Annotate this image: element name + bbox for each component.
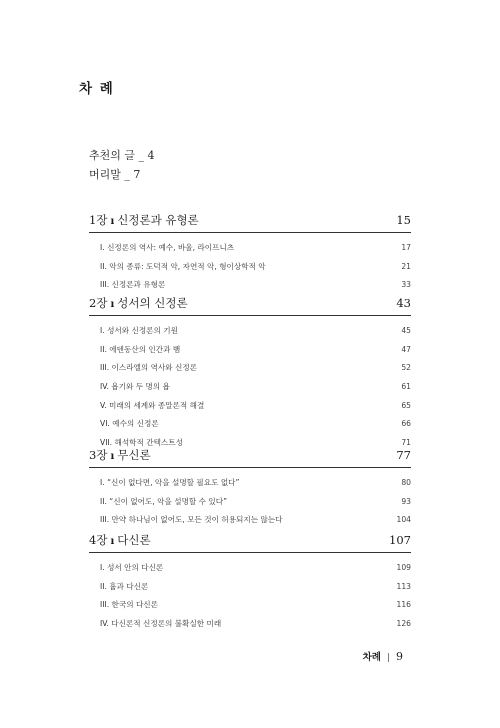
chapter-divider [89, 467, 411, 468]
section-item[interactable] [100, 359, 411, 378]
chapter-heading[interactable] [89, 447, 411, 465]
chapter-title: 다신론 [117, 533, 151, 547]
section-title: II. 에덴동산의 인간과 뱀 [100, 344, 181, 354]
section-item[interactable] [100, 239, 411, 258]
section-title: I. 신정론의 역사: 예수, 바울, 라이프니츠 [100, 243, 235, 252]
section-title: II. 흄과 다신론 [100, 581, 149, 591]
chapter-1 [89, 212, 411, 295]
section-item[interactable] [100, 378, 411, 397]
chapter-title-group [89, 447, 151, 463]
section-page: 113 [396, 581, 411, 591]
chapter-page: 107 [389, 533, 411, 547]
chapter-title: 무신론 [117, 448, 151, 462]
section-page: 52 [401, 363, 411, 373]
chapter-2 [89, 295, 411, 453]
section-item[interactable] [100, 511, 411, 530]
section-page: 47 [401, 344, 411, 354]
section-page: 116 [396, 600, 411, 610]
chapter-heading[interactable] [89, 212, 411, 230]
section-page: 71 [401, 438, 411, 448]
section-page: 65 [401, 400, 411, 410]
section-page: 33 [401, 280, 411, 290]
page-footer [363, 649, 403, 663]
chapter-title-group [89, 295, 188, 311]
section-title: II. “신이 없어도, 악을 설명할 수 있다” [100, 496, 228, 506]
section-title: I. 성서 안의 다신론 [100, 563, 164, 572]
section-page: 61 [401, 382, 411, 392]
section-title: III. 한국의 다신론 [100, 600, 158, 610]
section-page: 21 [401, 261, 411, 271]
section-item[interactable] [100, 596, 411, 615]
section-list [100, 239, 411, 295]
front-matter-preface[interactable]: 머리말 _ 7 [89, 168, 141, 181]
section-item[interactable] [100, 341, 411, 360]
chapter-number: 3장 [89, 448, 108, 462]
footer-separator: | [386, 653, 390, 663]
section-page: 126 [396, 619, 411, 629]
chapter-separator: ı [110, 536, 115, 547]
chapter-heading[interactable] [89, 532, 411, 550]
chapter-divider [89, 315, 411, 316]
chapter-page: 43 [396, 296, 411, 310]
section-item[interactable] [100, 493, 411, 512]
section-item[interactable] [100, 258, 411, 277]
section-item[interactable] [100, 474, 411, 493]
chapter-number: 1장 [89, 213, 108, 227]
chapter-heading[interactable] [89, 295, 411, 313]
section-item[interactable] [100, 559, 411, 578]
section-title: II. 악의 종류: 도덕적 악, 자연적 악, 형이상학적 악 [100, 261, 266, 271]
front-matter-foreword[interactable]: 추천의 글 _ 4 [89, 149, 155, 162]
chapter-title: 성서의 신정론 [117, 296, 188, 310]
chapter-separator: ı [110, 299, 115, 310]
chapter-separator: ı [110, 451, 115, 462]
section-page: 17 [401, 243, 411, 252]
chapter-4 [89, 532, 411, 634]
chapter-divider [89, 232, 411, 233]
section-title: VII. 해석학적 간텍스트성 [100, 438, 183, 448]
section-item[interactable] [100, 397, 411, 416]
chapter-title: 신정론과 유형론 [117, 213, 199, 227]
section-title: III. 신정론과 유형론 [100, 280, 166, 290]
footer-running-head: 차례 [362, 652, 381, 663]
section-title: IV. 욥기와 두 명의 욥 [100, 382, 170, 392]
section-item[interactable] [100, 415, 411, 434]
chapter-page: 15 [396, 213, 411, 227]
chapter-3 [89, 447, 411, 530]
section-item[interactable] [100, 615, 411, 634]
chapter-number: 2장 [89, 296, 108, 310]
chapter-divider [89, 552, 411, 553]
chapter-title-group [89, 532, 151, 548]
section-page: 104 [396, 515, 411, 525]
section-title: V. 미래의 세계와 종말론적 해결 [100, 400, 205, 410]
section-title: I. “신이 없다면, 악을 설명할 필요도 없다” [100, 478, 240, 487]
section-list [100, 474, 411, 530]
section-item[interactable] [100, 578, 411, 597]
chapter-separator: ı [110, 216, 115, 227]
section-item[interactable] [100, 276, 411, 295]
section-list [100, 559, 411, 634]
page-number: 9 [396, 650, 403, 663]
section-title: IV. 다신론적 신정론의 불확실한 미래 [100, 619, 222, 629]
chapter-page: 77 [396, 448, 411, 462]
section-page: 45 [401, 326, 411, 335]
section-title: VI. 예수의 신정론 [100, 419, 159, 429]
section-title: III. 이스라엘의 역사와 신정론 [100, 363, 198, 373]
chapter-title-group [89, 212, 199, 228]
section-list [100, 322, 411, 453]
section-item[interactable] [100, 322, 411, 341]
section-title: III. 만약 하나님이 없어도, 모든 것이 허용되지는 않는다 [100, 515, 283, 525]
section-title: I. 성서와 신정론의 기원 [100, 326, 178, 335]
section-page: 66 [401, 419, 411, 429]
page-title: 차 례 [79, 81, 115, 97]
section-page: 80 [401, 478, 411, 487]
chapter-number: 4장 [89, 533, 108, 547]
section-page: 93 [401, 496, 411, 506]
section-page: 109 [396, 563, 411, 572]
